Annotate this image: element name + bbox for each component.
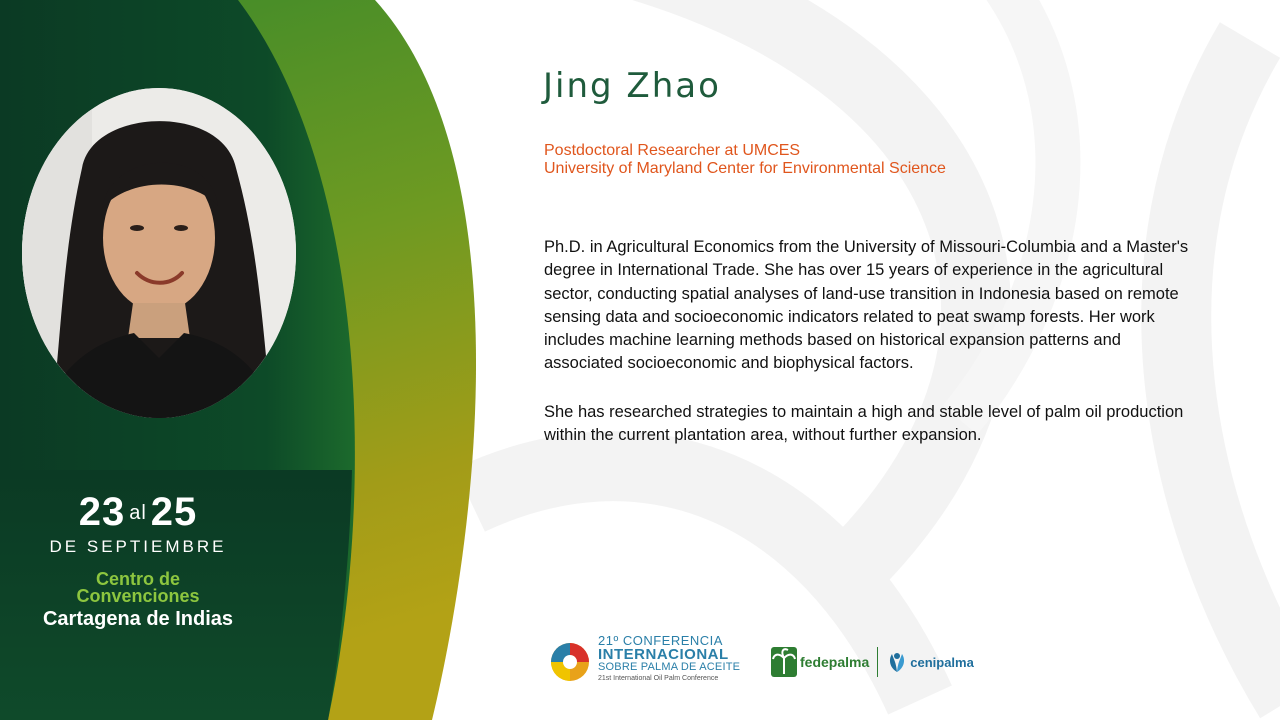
event-month: DE SEPTIEMBRE <box>49 537 227 556</box>
speaker-role-line-2: University of Maryland Center for Environmental Science <box>544 160 946 177</box>
speaker-role-line-1: Postdoctoral Researcher at UMCES <box>544 142 801 159</box>
conference-international: INTERNACIONAL <box>598 646 729 663</box>
bio-paragraph-2: She has researched strategies to maintain a high and stable level of palm oil production within the current plantation area, without further expansion. <box>544 402 1184 445</box>
cenipalma-icon <box>886 650 908 674</box>
conference-english-name: 21st International Oil Palm Conference <box>598 675 719 682</box>
event-date-venue <box>0 490 276 631</box>
venue-name <box>0 571 276 605</box>
speaker-portrait-illustration <box>22 88 296 418</box>
venue-line-2: Convenciones <box>76 586 200 606</box>
event-city: Cartagena de Indias <box>42 608 234 630</box>
conference-edition: 21º CONFERENCIA <box>598 633 723 648</box>
speaker-photo <box>22 88 296 418</box>
speaker-role <box>544 142 946 178</box>
conference-subject: SOBRE PALMA DE ACEITE <box>598 661 741 673</box>
day-start: 23 <box>78 490 126 534</box>
fedepalma-palm-icon <box>770 646 798 678</box>
day-end: 25 <box>150 490 198 534</box>
conference-logo-icon <box>548 640 592 684</box>
speaker-bio <box>544 236 1194 472</box>
venue-line-1: Centro de <box>95 569 180 589</box>
conference-logo-text <box>598 634 740 682</box>
conference-logo <box>548 634 748 686</box>
bio-paragraph-1: Ph.D. in Agricultural Economics from the University of Missouri-Columbia and a Master's degree in International Trade. She has over 15 years of experience in the agricultural sector, conducting spatial analyses of land-use transition in Indonesia based on remote sensing data and socioeconomic indicators related to peat swamp forests. Her work includes machine learning methods based on historical expansion patterns and associated socioeconomic and biophysical factors. <box>544 238 1189 373</box>
event-days <box>0 490 276 535</box>
cenipalma-label: cenipalma <box>910 654 974 670</box>
speaker-name: Jing Zhao <box>543 66 721 106</box>
day-connector: al <box>129 502 147 524</box>
fedepalma-label: fedepalma <box>800 654 870 670</box>
partner-logos <box>770 644 974 680</box>
logo-divider <box>877 647 878 677</box>
